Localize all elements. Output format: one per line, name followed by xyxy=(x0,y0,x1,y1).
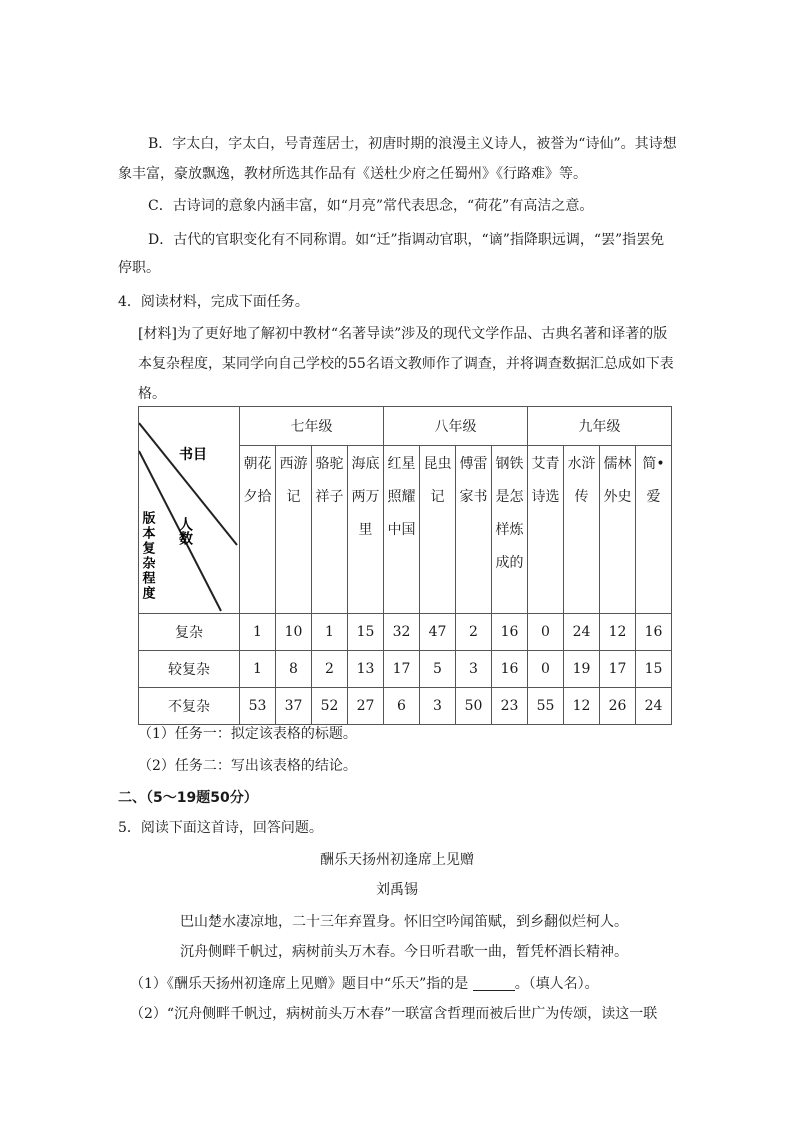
poem-title: 酬乐天扬州初逢席上见赠 xyxy=(320,852,474,868)
table-cell: 15 xyxy=(348,614,384,651)
table-cell: 16 xyxy=(636,614,672,651)
table-cell: 55 xyxy=(528,688,564,725)
option-b-line1: B．字太白，字太白，号青莲居士，初唐时期的浪漫主义诗人，被誉为“诗仙”。其诗想 xyxy=(148,136,677,152)
table-cell: 23 xyxy=(492,688,528,725)
grade-header-9: 九年级 xyxy=(528,407,672,446)
corner-label-count: 人数 xyxy=(177,517,193,545)
table-cell: 17 xyxy=(384,651,420,688)
book-header xyxy=(600,446,636,614)
book-title: 红星照耀中国 xyxy=(387,456,416,538)
corner-diagonal-lines xyxy=(139,407,239,613)
book-title: 儒林外史 xyxy=(603,456,632,505)
table-cell: 47 xyxy=(420,614,456,651)
poem-author: 刘禹锡 xyxy=(376,882,418,898)
table-cell: 0 xyxy=(528,614,564,651)
table-cell: 19 xyxy=(564,651,600,688)
material-line1: [材料]为了更好地了解初中教材“名著导读”涉及的现代文学作品、古典名著和译著的版 xyxy=(138,326,668,342)
table-cell: 2 xyxy=(456,614,492,651)
corner-label-books: 书目 xyxy=(179,447,207,463)
row-label: 不复杂 xyxy=(139,688,240,725)
sub-question-1-text: （1）《酬乐天扬州初逢席上见赠》题目中“乐天”指的是 xyxy=(130,976,469,992)
table-cell: 24 xyxy=(636,688,672,725)
book-header xyxy=(348,446,384,614)
book-title: 骆驼祥子 xyxy=(315,456,344,505)
section-2-heading: 二、（5～19题50分） xyxy=(118,790,258,806)
grade-header-7: 七年级 xyxy=(240,407,384,446)
book-header xyxy=(564,446,600,614)
table-cell: 12 xyxy=(564,688,600,725)
sub-question-1-suffix: 。（填人名）。 xyxy=(514,976,599,992)
table-row xyxy=(139,614,672,651)
book-title: 朝花夕拾 xyxy=(243,456,272,505)
book-title: 海底两万里 xyxy=(351,456,380,538)
task-1: （1）任务一：拟定该表格的标题。 xyxy=(138,726,357,742)
question-4-stem: 4．阅读材料，完成下面任务。 xyxy=(118,294,309,310)
book-header xyxy=(492,446,528,614)
question-5-stem: 5．阅读下面这首诗，回答问题。 xyxy=(118,820,323,836)
poem-line-2: 沉舟侧畔千帆过，病树前头万木春。今日听君歌一曲，暂凭杯酒长精神。 xyxy=(180,944,628,960)
table-cell: 8 xyxy=(276,651,312,688)
book-header xyxy=(636,446,672,614)
table-cell: 24 xyxy=(564,614,600,651)
row-label: 较复杂 xyxy=(139,651,240,688)
table-corner-diagonal xyxy=(139,407,240,614)
table-cell: 2 xyxy=(312,651,348,688)
book-title: 钢铁是怎样炼成的 xyxy=(495,456,524,571)
table-cell: 13 xyxy=(348,651,384,688)
answer-blank[interactable] xyxy=(473,976,515,991)
table-cell: 1 xyxy=(240,651,276,688)
table-cell: 37 xyxy=(276,688,312,725)
book-header xyxy=(276,446,312,614)
table-cell: 6 xyxy=(384,688,420,725)
table-cell: 5 xyxy=(420,651,456,688)
book-title: 西游记 xyxy=(279,456,308,505)
grade-header-8: 八年级 xyxy=(384,407,528,446)
table-cell: 1 xyxy=(240,614,276,651)
book-header xyxy=(456,446,492,614)
poem-line-1: 巴山楚水凄凉地，二十三年弃置身。怀旧空吟闻笛赋，到乡翻似烂柯人。 xyxy=(180,914,628,930)
sub-question-2: （2）“沉舟侧畔千帆过，病树前头万木春”一联富含哲理而被后世广为传颂，读这一联 xyxy=(130,1006,658,1022)
sub-question-1 xyxy=(130,974,740,994)
task-2: （2）任务二：写出该表格的结论。 xyxy=(138,758,357,774)
book-header xyxy=(384,446,420,614)
table-cell: 15 xyxy=(636,651,672,688)
book-title: 傅雷家书 xyxy=(459,456,488,505)
table-cell: 10 xyxy=(276,614,312,651)
option-d-line2: 停职。 xyxy=(118,260,160,276)
book-header xyxy=(312,446,348,614)
option-b-line2: 象丰富，豪放飘逸，教材所选其作品有《送杜少府之任蜀州》《行路难》等。 xyxy=(118,166,587,182)
corner-label-complexity: 版本复杂程度 xyxy=(139,511,155,601)
book-header xyxy=(240,446,276,614)
table-cell: 52 xyxy=(312,688,348,725)
table-cell: 1 xyxy=(312,614,348,651)
table-cell: 53 xyxy=(240,688,276,725)
book-title: 艾青诗选 xyxy=(531,456,560,505)
table-cell: 32 xyxy=(384,614,420,651)
table-cell: 3 xyxy=(420,688,456,725)
table-cell: 16 xyxy=(492,614,528,651)
material-line3: 格。 xyxy=(138,386,166,402)
table-row xyxy=(139,651,672,688)
table-cell: 17 xyxy=(600,651,636,688)
table-cell: 16 xyxy=(492,651,528,688)
survey-table xyxy=(138,406,672,725)
table-cell: 27 xyxy=(348,688,384,725)
book-title: 昆虫记 xyxy=(423,456,452,505)
table-cell: 12 xyxy=(600,614,636,651)
option-d-line1: D．古代的官职变化有不同称谓。如“迁”指调动官职，“谪”指降职远调，“罢”指罢免 xyxy=(148,232,665,248)
table-cell: 26 xyxy=(600,688,636,725)
book-title: 水浒传 xyxy=(567,456,596,505)
table-cell: 3 xyxy=(456,651,492,688)
table-cell: 50 xyxy=(456,688,492,725)
book-title: 简•爱 xyxy=(642,456,665,505)
book-header xyxy=(420,446,456,614)
table-row xyxy=(139,688,672,725)
table-cell: 0 xyxy=(528,651,564,688)
row-label: 复杂 xyxy=(139,614,240,651)
book-header xyxy=(528,446,564,614)
material-line2: 本复杂程度，某同学向自己学校的55名语文教师作了调查，并将调查数据汇总成如下表 xyxy=(138,356,674,372)
option-c: C．古诗词的意象内涵丰富，如“月亮”常代表思念，“荷花”有高洁之意。 xyxy=(148,198,594,214)
